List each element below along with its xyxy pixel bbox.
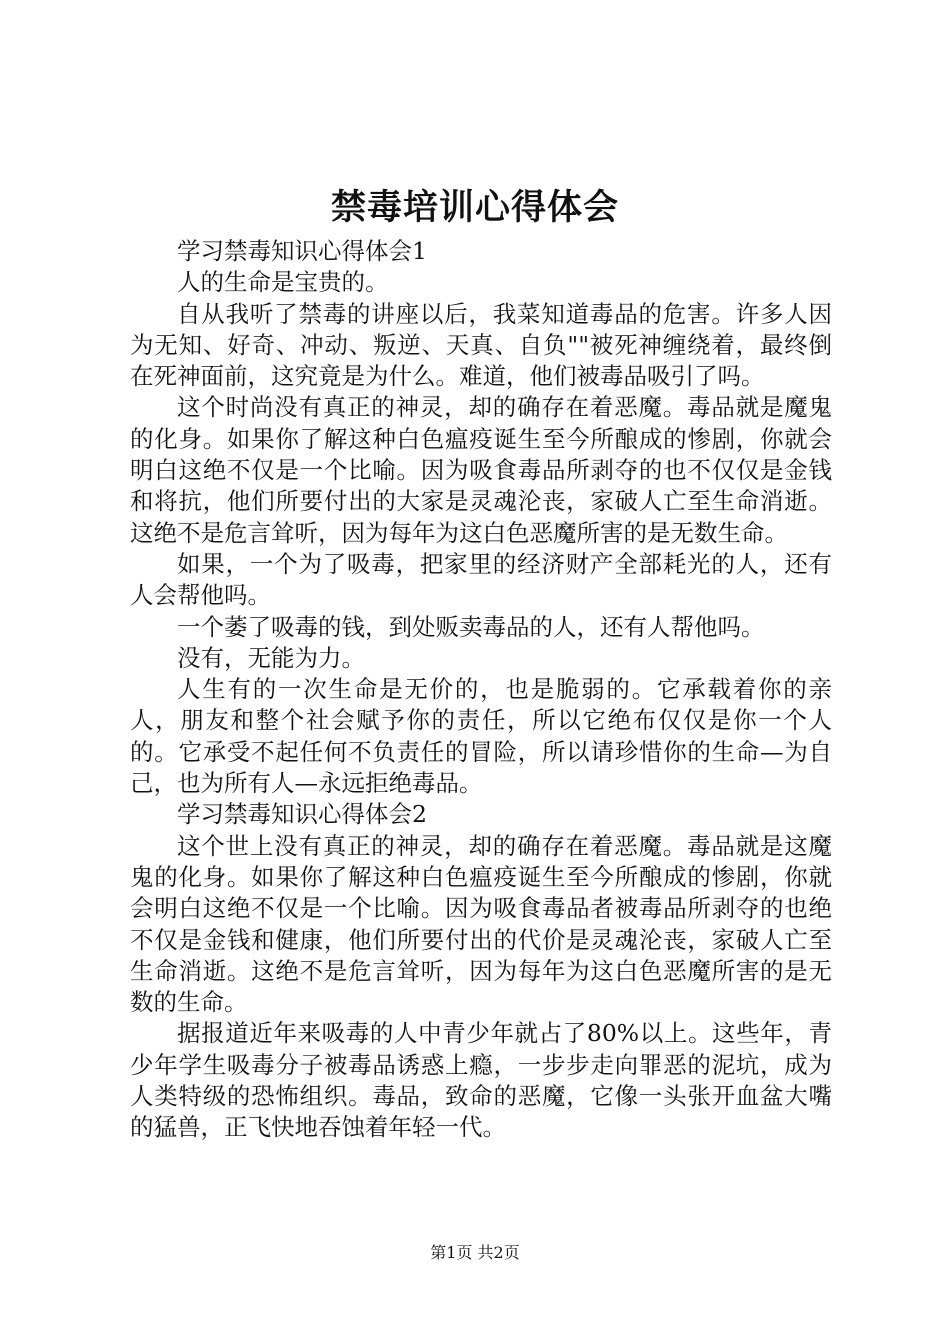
paragraph: 这个时尚没有真正的神灵，却的确存在着恶魔。毒品就是魔鬼的化身。如果你了解这种白色瘟疫诞生至今所酿成的惨剧，你就会明白这绝不仅是一个比喻。因为吸食毒品所剥夺的也不仅仅是金钱和将抗，他们所要付出的大家是灵魂沦丧，家破人亡至生命消逝。这绝不是危言耸听，因为每年为这白色恶魔所害的是无数生命。 [130,393,832,547]
document-body [130,236,832,1144]
document-title: 禁毒培训心得体会 [330,187,619,228]
paragraph: 这个世上没有真正的神灵，却的确存在着恶魔。毒品就是这魔鬼的化身。如果你了解这种白色瘟疫诞生至今所酿成的惨剧，你就会明白这绝不仅是一个比喻。因为吸食毒品者被毒品所剥夺的也绝不仅是金钱和健康，他们所要付出的代价是灵魂沦丧，家破人亡至生命消逝。这绝不是危言耸听，因为每年为这白色恶魔所害的是无数的生命。 [130,831,832,1017]
section-heading-2: 学习禁毒知识心得体会2 [177,800,427,829]
paragraph: 人的生命是宝贵的。 [177,268,389,297]
paragraph: 人生有的一次生命是无价的，也是脆弱的。它承载着你的亲人，朋友和整个社会赋予你的责任，所以它绝布仅仅是你一个人的。它承受不起任何不负责任的冒险，所以请珍惜你的生命—为自己，也为所有人—永远拒绝毒品。 [130,675,832,798]
section-heading-1: 学习禁毒知识心得体会1 [177,237,427,265]
page-footer: 第1页 共2页 [430,1243,520,1262]
paragraph: 一个萎了吸毒的钱，到处贩卖毒品的人，还有人帮他吗。 [177,612,765,641]
paragraph: 没有，无能为力。 [177,643,365,672]
paragraph: 据报道近年来吸毒的人中青少年就占了80%以上。这些年，青少年学生吸毒分子被毒品诱惑上瘾，一步步走向罪恶的泥坑，成为人类特级的恐怖组织。毒品，致命的恶魔，它像一头张开血盆大嘴的猛兽，正飞快地吞蚀着年轻一代。 [130,1019,832,1142]
paragraph: 自从我听了禁毒的讲座以后，我菜知道毒品的危害。许多人因为无知、好奇、冲动、叛逆、天真、自负""被死神缠绕着，最终倒在死神面前，这究竟是为什么。难道，他们被毒品吸引了吗。 [130,299,832,391]
paragraph: 如果，一个为了吸毒，把家里的经济财产全部耗光的人，还有人会帮他吗。 [130,549,832,610]
